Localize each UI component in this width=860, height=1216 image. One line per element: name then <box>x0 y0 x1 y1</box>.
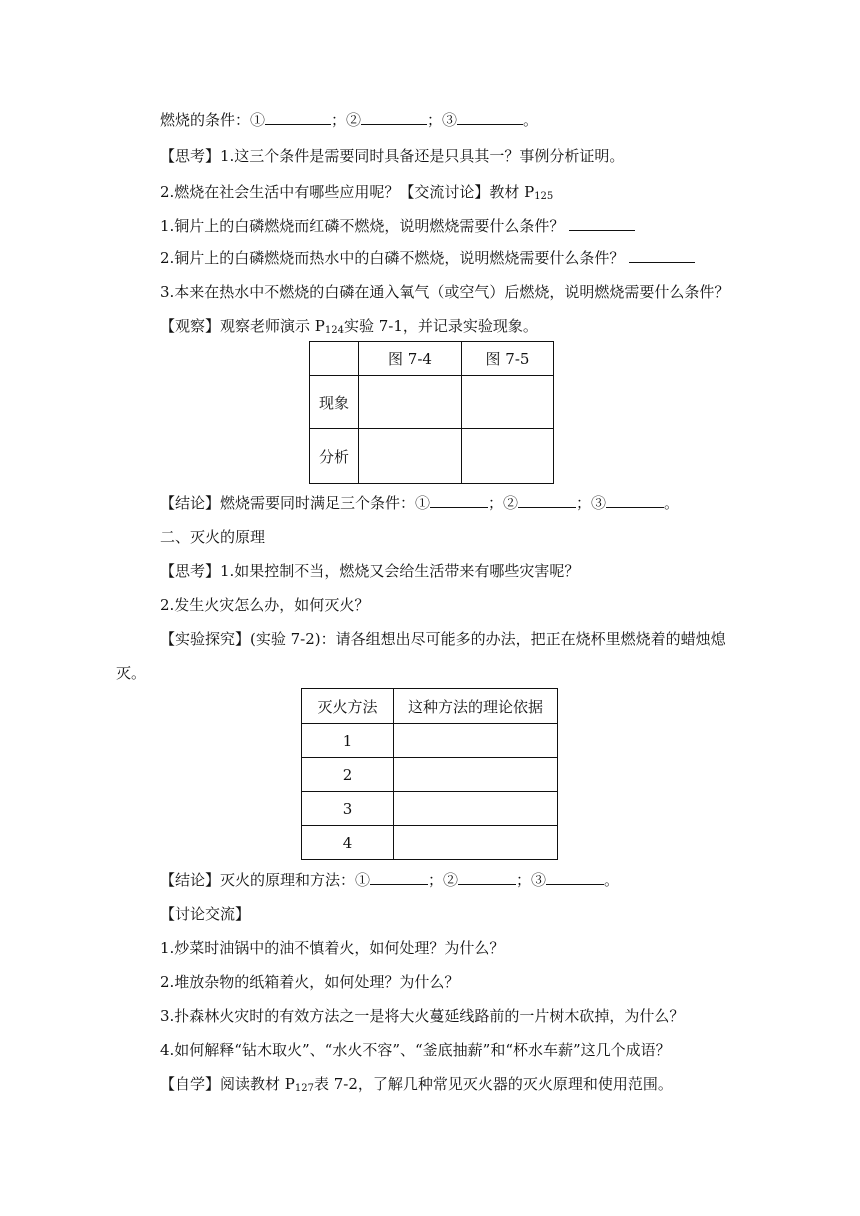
table-header-cell: 这种方法的理论依据 <box>394 689 558 724</box>
text: 1.铜片上的白磷燃烧而红磷不燃烧，说明燃烧需要什么条件？ <box>160 217 565 235</box>
blank[interactable] <box>518 493 576 508</box>
text: 实验 7-1，并记录实验现象。 <box>343 317 538 335</box>
discussion-question-4: 4.如何解释“钻木取火”、“水火不容”、“釜底抽薪”和“杯水车薪”这几个成语？ <box>160 1041 671 1059</box>
question-hot-water <box>160 248 695 268</box>
text: 【观察】观察老师演示 P <box>160 317 325 335</box>
page-subscript: 127 <box>294 1083 314 1094</box>
text: 2.铜片上的白磷燃烧而热水中的白磷不燃烧，说明燃烧需要什么条件？ <box>160 249 625 267</box>
row-number: 2 <box>302 758 394 792</box>
think-question-3: 2.发生火灾怎么办，如何灭火？ <box>160 596 370 614</box>
blank[interactable] <box>370 870 428 885</box>
text: ；② <box>428 871 459 889</box>
table-header-cell: 图 7-4 <box>359 342 462 376</box>
text: 【自学】阅读教材 P <box>160 1075 295 1093</box>
table-header-cell: 图 7-5 <box>462 342 554 376</box>
table-header-cell <box>310 342 359 376</box>
discussion-line <box>160 182 553 207</box>
answer-cell[interactable] <box>394 724 558 758</box>
answer-cell[interactable] <box>394 758 558 792</box>
page-subscript: 125 <box>534 191 554 202</box>
question-white-red-phosphorus <box>160 216 635 236</box>
text: ；② <box>488 494 519 512</box>
observe-line <box>160 316 538 341</box>
page-subscript: 124 <box>324 325 344 336</box>
row-label: 分析 <box>310 429 359 484</box>
text: ；② <box>331 111 362 129</box>
text: 2.燃烧在社会生活中有哪些应用呢？【交流讨论】教材 P <box>160 183 535 201</box>
text: 燃烧的条件：① <box>160 111 266 129</box>
blank[interactable] <box>569 216 635 231</box>
think-question-1: 【思考】1.这三个条件是需要同时具备还是只具其一？事例分析证明。 <box>160 147 625 165</box>
discussion-question-3: 3.扑森林火灾时的有效方法之一是将大火蔓延线路前的一片树木砍掉，为什么？ <box>160 1007 685 1025</box>
text: 【结论】灭火的原理和方法：① <box>160 871 371 889</box>
text: 。 <box>523 111 539 129</box>
answer-cell[interactable] <box>462 429 554 484</box>
combustion-conditions-line <box>160 110 538 130</box>
question-oxygen: 3.本来在热水中不燃烧的白磷在通入氧气（或空气）后燃烧，说明燃烧需要什么条件？ <box>160 283 730 301</box>
think-question-2: 【思考】1.如果控制不当，燃烧又会给生活带来有哪些灾害呢？ <box>160 562 580 580</box>
discussion-heading: 【讨论交流】 <box>160 905 251 923</box>
text: ；③ <box>516 871 547 889</box>
extinguish-methods-table <box>301 688 558 860</box>
conclusion-line-1 <box>160 493 679 513</box>
conclusion-line-2 <box>160 870 619 890</box>
text: 【结论】燃烧需要同时满足三个条件：① <box>160 494 431 512</box>
blank[interactable] <box>458 870 516 885</box>
row-number: 1 <box>302 724 394 758</box>
row-label: 现象 <box>310 376 359 429</box>
text: 。 <box>604 871 620 889</box>
text: ；③ <box>427 111 458 129</box>
experiment-line: 【实验探究】(实验 7-2)：请各组想出尽可能多的办法，把正在烧杯里燃烧着的蜡烛熄 <box>160 630 726 648</box>
blank[interactable] <box>629 248 695 263</box>
observation-table <box>309 341 554 484</box>
blank[interactable] <box>265 110 331 125</box>
answer-cell[interactable] <box>394 826 558 860</box>
discussion-question-2: 2.堆放杂物的纸箱着火，如何处理？为什么？ <box>160 973 460 991</box>
answer-cell[interactable] <box>359 376 462 429</box>
answer-cell[interactable] <box>394 792 558 826</box>
blank[interactable] <box>546 870 604 885</box>
answer-cell[interactable] <box>359 429 462 484</box>
row-number: 4 <box>302 826 394 860</box>
text: ；③ <box>576 494 607 512</box>
blank[interactable] <box>361 110 427 125</box>
blank[interactable] <box>430 493 488 508</box>
discussion-question-1: 1.炒菜时油锅中的油不慎着火，如何处理？为什么？ <box>160 939 505 957</box>
blank[interactable] <box>606 493 664 508</box>
blank[interactable] <box>457 110 523 125</box>
table-header-cell: 灭火方法 <box>302 689 394 724</box>
experiment-line-wrap: 灭。 <box>116 664 147 682</box>
text: 。 <box>664 494 680 512</box>
answer-cell[interactable] <box>462 376 554 429</box>
text: 表 7-2，了解几种常见灭火器的灭火原理和使用范围。 <box>313 1075 673 1093</box>
self-study-line <box>160 1074 673 1099</box>
section-heading: 二、灭火的原理 <box>160 528 266 546</box>
row-number: 3 <box>302 792 394 826</box>
